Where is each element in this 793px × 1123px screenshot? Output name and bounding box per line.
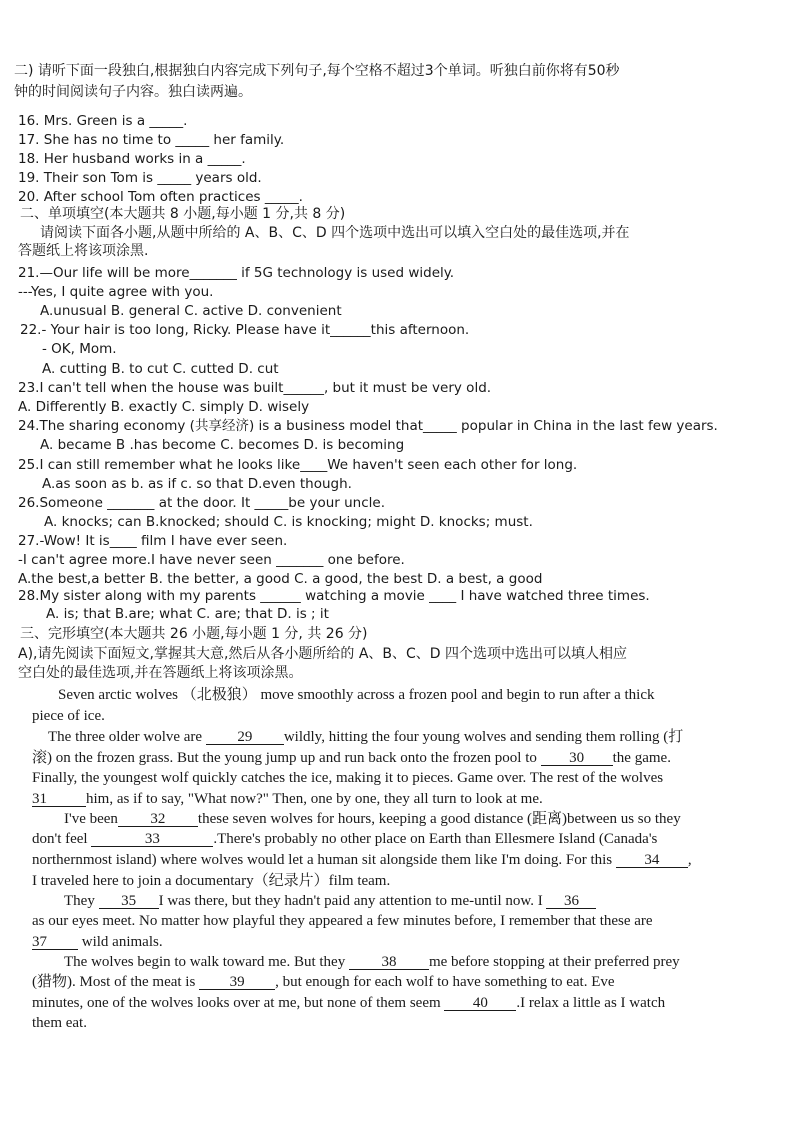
- passage-p2-line1: The three older wolve are 29 wildly, hitting the four young wolves and sending them rolling (打: [48, 729, 684, 745]
- passage-p5-line4: them eat.: [32, 1015, 87, 1031]
- blank-33[interactable]: 33: [91, 832, 213, 847]
- question-23-options: A. Differently B. exactly C. simply D. wisely: [18, 399, 310, 415]
- question-19: 19. Their son Tom is _____ years old.: [18, 170, 262, 186]
- blank-32[interactable]: 32: [118, 812, 198, 827]
- passage-p3-line3: northernmost island) where wolves would let a human sit alongside them like I'm doing. For this 34 ,: [32, 852, 692, 868]
- question-22-reply: - OK, Mom.: [42, 341, 117, 357]
- blank-35[interactable]: 35: [99, 894, 159, 909]
- question-26-options: A. knocks; can B.knocked; should C. is knocking; might D. knocks; must.: [44, 514, 533, 530]
- section3-heading: 三、完形填空(本大题共 26 小题,每小题 1 分, 共 26 分): [20, 626, 368, 642]
- passage-p1-line1: Seven arctic wolves （北极狼） move smoothly across a frozen pool and begin to run after a thick: [58, 687, 655, 703]
- passage-p5-line1: The wolves begin to walk toward me. But they 38 me before stopping at their preferred prey: [64, 954, 680, 970]
- passage-p4-line1: They 35 I was there, but they hadn't paid any attention to me-until now. I 36: [64, 892, 596, 911]
- passage-p4-line3: 37 wild animals.: [32, 934, 163, 950]
- blank-34[interactable]: 34: [616, 853, 688, 868]
- section2-instruction-line1: 请阅读下面各小题,从题中所给的 A、B、C、D 四个选项中选出可以填入空白处的最佳选项,并在: [40, 225, 630, 241]
- question-22-options: A. cutting B. to cut C. cutted D. cut: [42, 361, 279, 377]
- question-17: 17. She has no time to _____ her family.: [18, 132, 285, 148]
- question-26: 26.Someone _______ at the door. It _____be your uncle.: [18, 495, 386, 511]
- blank-37[interactable]: 37: [32, 935, 78, 950]
- passage-p4-line2: as our eyes meet. No matter how playful they appeared a few minutes before, I remember that these are: [32, 913, 653, 929]
- question-25: 25.I can still remember what he looks like____We haven't seen each other for long.: [18, 457, 578, 473]
- blank-40[interactable]: 40: [444, 996, 516, 1011]
- section2-heading: 二、单项填空(本大题共 8 小题,每小题 1 分,共 8 分): [20, 206, 346, 222]
- section3-instruction-line2: 空白处的最佳选项,并在答题纸上将该项涂黑。: [18, 665, 303, 681]
- question-24-options: A. became B .has become C. becomes D. is becoming: [40, 437, 405, 453]
- question-25-options: A.as soon as b. as if c. so that D.even though.: [42, 476, 352, 492]
- question-21-reply: ---Yes, I quite agree with you.: [18, 284, 214, 300]
- passage-p2-line4: 31 him, as if to say, "What now?" Then, one by one, they all turn to look at me.: [32, 791, 543, 807]
- question-21-options: A.unusual B. general C. active D. convenient: [40, 303, 342, 319]
- question-16: 16. Mrs. Green is a _____.: [18, 113, 188, 129]
- passage-p2-line3: Finally, the youngest wolf quickly catches the ice, making it to pieces. Game over. The rest of the wolves: [32, 770, 664, 786]
- question-27-options: A.the best,a better B. the better, a good C. a good, the best D. a best, a good: [18, 571, 543, 587]
- question-24: 24.The sharing economy (共享经济) is a business model that_____ popular in China in the last few years.: [18, 418, 718, 434]
- question-23: 23.I can't tell when the house was built______, but it must be very old.: [18, 380, 492, 396]
- question-21: 21.—Our life will be more_______ if 5G technology is used widely.: [18, 265, 455, 281]
- question-28-options: A. is; that B.are; what C. are; that D. is ; it: [46, 606, 329, 622]
- question-20: 20. After school Tom often practices _____.: [18, 189, 303, 205]
- section2-instruction-line2: 答题纸上将该项涂黑.: [18, 243, 149, 259]
- section3-instruction-line1: A),请先阅读下面短文,掌握其大意,然后从各小题所给的 A、B、C、D 四个选项中选出可以填人相应: [18, 646, 628, 662]
- listening-instruction-line1: 二) 请听下面一段独白,根据独白内容完成下列句子,每个空格不超过3个单词。听独白前你将有50秒: [14, 63, 620, 79]
- listening-instruction-line2: 钟的时间阅读句子内容。独白读两遍。: [14, 84, 252, 100]
- passage-p3-line4: I traveled here to join a documentary（纪录片）film team.: [32, 873, 391, 889]
- question-27-reply: -I can't agree more.I have never seen _______ one before.: [18, 552, 405, 568]
- blank-36[interactable]: 36: [546, 894, 596, 909]
- passage-p5-line3: minutes, one of the wolves looks over at me, but none of them seem 40 .I relax a little as I watch: [32, 995, 666, 1011]
- passage-p2-line2: 滚) on the frozen grass. But the young jump up and run back onto the frozen pool to 30 the game.: [32, 750, 671, 766]
- passage-p3-line1: I've been 32 these seven wolves for hours, keeping a good distance (距离)between us so they: [64, 811, 681, 827]
- blank-30[interactable]: 30: [541, 751, 613, 766]
- question-27: 27.-Wow! It is____ film I have ever seen.: [18, 533, 288, 549]
- question-28: 28.My sister along with my parents ______ watching a movie ____ I have watched three times.: [18, 588, 650, 604]
- passage-p5-line2: (猎物). Most of the meat is 39 , but enough for each wolf to have something to eat. Eve: [32, 974, 615, 990]
- blank-31[interactable]: 31: [32, 792, 86, 807]
- question-18: 18. Her husband works in a _____.: [18, 151, 246, 167]
- blank-39[interactable]: 39: [199, 975, 275, 990]
- blank-29[interactable]: 29: [206, 730, 284, 745]
- passage-p3-line2: don't feel 33 .There's probably no other place on Earth than Ellesmere Island (Canada's: [32, 831, 658, 847]
- question-22: 22.- Your hair is too long, Ricky. Please have it______this afternoon.: [20, 322, 470, 338]
- passage-p1-line2: piece of ice.: [32, 708, 105, 724]
- blank-38[interactable]: 38: [349, 955, 429, 970]
